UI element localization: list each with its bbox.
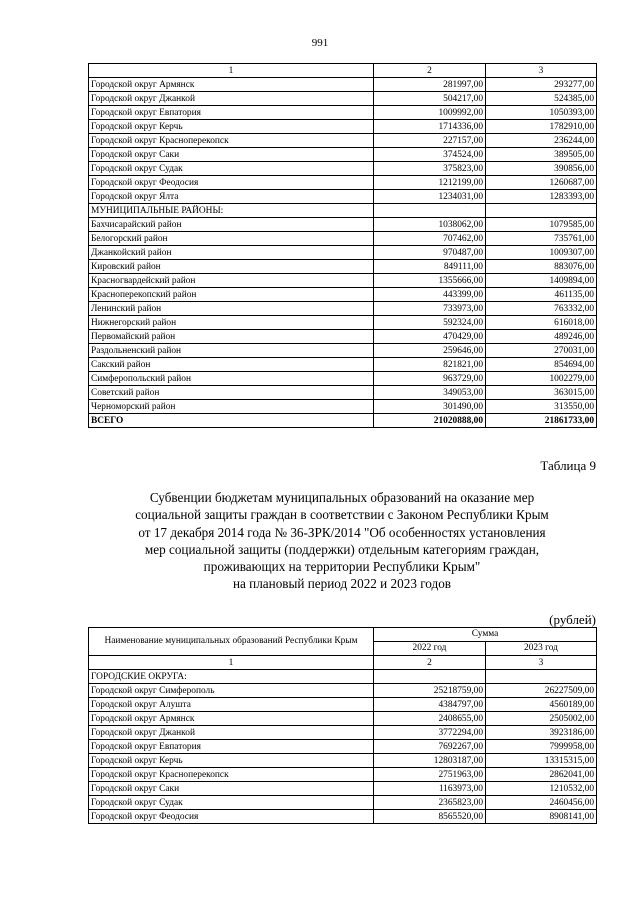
row-name-cell: Городской округ Саки xyxy=(89,148,374,162)
value-2023-cell: 7999958,00 xyxy=(486,740,597,754)
value-2023-cell: 461135,00 xyxy=(486,288,597,302)
title-line: Субвенции бюджетам муниципальных образований на оказание мер xyxy=(149,490,535,505)
value-2023-cell: 616018,00 xyxy=(486,316,597,330)
table-row xyxy=(89,726,597,740)
value-2023-cell: 390856,00 xyxy=(486,162,597,176)
value-2022-cell: 1038062,00 xyxy=(374,218,486,232)
title-line: на плановый период 2022 и 2023 годов xyxy=(232,576,452,592)
value-2022-cell xyxy=(374,204,486,218)
value-2022-cell: 849111,00 xyxy=(374,260,486,274)
value-2022-cell: 970487,00 xyxy=(374,246,486,260)
value-2023-cell xyxy=(486,670,597,684)
value-2023-cell: 389505,00 xyxy=(486,148,597,162)
value-2022-cell: 301490,00 xyxy=(374,400,486,414)
table-row xyxy=(89,400,597,414)
row-name-cell: Городской округ Симферополь xyxy=(89,684,374,698)
row-name-cell: Раздольненский район xyxy=(89,344,374,358)
row-name-cell: Городской округ Судак xyxy=(89,162,374,176)
value-2022-cell: 349053,00 xyxy=(374,386,486,400)
value-2023-cell: 2460456,00 xyxy=(486,796,597,810)
value-2022-cell: 227157,00 xyxy=(374,134,486,148)
table-row xyxy=(89,92,597,106)
table-label: Таблица 9 xyxy=(540,458,596,473)
table-row xyxy=(89,740,597,754)
row-name-cell: Городской округ Ялта xyxy=(89,190,374,204)
table-row xyxy=(89,372,597,386)
value-2023-cell: 1009307,00 xyxy=(486,246,597,260)
value-2023-cell: 854694,00 xyxy=(486,358,597,372)
name-column-header: Наименование муниципальных образований Республики Крым xyxy=(89,628,374,656)
value-2022-cell: 25218759,00 xyxy=(374,684,486,698)
value-2023-cell xyxy=(486,204,597,218)
row-name-cell: Городской округ Джанкой xyxy=(89,726,374,740)
value-2023-cell: 3923186,00 xyxy=(486,726,597,740)
table-row xyxy=(89,698,597,712)
table-body xyxy=(89,656,597,824)
value-2023-cell: 4560189,00 xyxy=(486,698,597,712)
value-2023-cell: 1050393,00 xyxy=(486,106,597,120)
value-2023-cell: 883076,00 xyxy=(486,260,597,274)
table-row xyxy=(89,316,597,330)
table-row xyxy=(89,782,597,796)
value-2022-cell: 8565520,00 xyxy=(374,810,486,824)
value-2023-cell: 1260687,00 xyxy=(486,176,597,190)
column-number: 2 xyxy=(374,656,486,670)
table-row xyxy=(89,768,597,782)
row-name-cell: Красноперекопский район xyxy=(89,288,374,302)
value-2023-cell: 1210532,00 xyxy=(486,782,597,796)
value-2023-cell: 2862041,00 xyxy=(486,768,597,782)
column-number: 3 xyxy=(486,656,597,670)
row-name-cell: Городской округ Феодосия xyxy=(89,810,374,824)
table-row xyxy=(89,302,597,316)
value-2022-cell: 259646,00 xyxy=(374,344,486,358)
value-2023-cell: 524385,00 xyxy=(486,92,597,106)
table-row xyxy=(89,670,597,684)
total-row xyxy=(89,414,597,428)
row-name-cell: Ленинский район xyxy=(89,302,374,316)
value-2023-cell: 8908141,00 xyxy=(486,810,597,824)
year-2023-header: 2023 год xyxy=(486,642,597,656)
value-2023-cell: 1283393,00 xyxy=(486,190,597,204)
table-row xyxy=(89,288,597,302)
value-2022-cell: 2365823,00 xyxy=(374,796,486,810)
table-header xyxy=(89,628,597,656)
table-row xyxy=(89,78,597,92)
value-2022-cell: 7692267,00 xyxy=(374,740,486,754)
page-number: 991 xyxy=(311,37,329,49)
value-2022-cell: 707462,00 xyxy=(374,232,486,246)
column-number: 3 xyxy=(486,64,597,78)
table-row xyxy=(89,176,597,190)
table-row xyxy=(89,134,597,148)
value-2023-cell: 26227509,00 xyxy=(486,684,597,698)
title-line: мер социальной защиты (поддержки) отдельным категориям граждан, xyxy=(144,541,540,557)
value-2023-cell: 21861733,00 xyxy=(486,414,597,428)
value-2022-cell: 733973,00 xyxy=(374,302,486,316)
units-label: (рублей) xyxy=(549,612,596,627)
value-2022-cell: 592324,00 xyxy=(374,316,486,330)
value-2022-cell: 1212199,00 xyxy=(374,176,486,190)
table-row xyxy=(89,190,597,204)
value-2022-cell: 2751963,00 xyxy=(374,768,486,782)
row-name-cell: Черноморский район xyxy=(89,400,374,414)
table-row xyxy=(89,218,597,232)
value-2022-cell: 1355666,00 xyxy=(374,274,486,288)
row-name-cell: Городской округ Керчь xyxy=(89,120,374,134)
table-row xyxy=(89,358,597,372)
value-2022-cell: 21020888,00 xyxy=(374,414,486,428)
value-2023-cell: 313550,00 xyxy=(486,400,597,414)
row-name-cell: ГОРОДСКИЕ ОКРУГА: xyxy=(89,670,374,684)
row-name-cell: Городской округ Феодосия xyxy=(89,176,374,190)
subsidy-table-continued xyxy=(88,63,597,428)
value-2023-cell: 1079585,00 xyxy=(486,218,597,232)
value-2023-cell: 270031,00 xyxy=(486,344,597,358)
row-name-cell: Городской округ Красноперекопск xyxy=(89,768,374,782)
value-2023-cell: 1409894,00 xyxy=(486,274,597,288)
value-2022-cell: 443399,00 xyxy=(374,288,486,302)
row-name-cell: Городской округ Джанкой xyxy=(89,92,374,106)
table-row xyxy=(89,232,597,246)
row-name-cell: Кировский район xyxy=(89,260,374,274)
title-line: проживающих на территории Республики Крым" xyxy=(203,559,481,575)
value-2022-cell: 1009992,00 xyxy=(374,106,486,120)
table-row xyxy=(89,204,597,218)
column-number: 1 xyxy=(89,656,374,670)
table-row xyxy=(89,386,597,400)
value-2022-cell: 281997,00 xyxy=(374,78,486,92)
header-row xyxy=(89,628,597,642)
row-name-cell: Городской округ Керчь xyxy=(89,754,374,768)
value-2022-cell: 963729,00 xyxy=(374,372,486,386)
table-row xyxy=(89,148,597,162)
row-name-cell: Городской округ Армянск xyxy=(89,712,374,726)
column-number: 2 xyxy=(374,64,486,78)
table-row xyxy=(89,754,597,768)
row-name-cell: Городской округ Евпатория xyxy=(89,106,374,120)
row-name-cell: Первомайский район xyxy=(89,330,374,344)
value-2022-cell: 2408655,00 xyxy=(374,712,486,726)
column-number-row xyxy=(89,64,597,78)
row-name-cell: Городской округ Судак xyxy=(89,796,374,810)
row-name-cell: Городской округ Саки xyxy=(89,782,374,796)
value-2022-cell: 821821,00 xyxy=(374,358,486,372)
value-2023-cell: 363015,00 xyxy=(486,386,597,400)
table-row xyxy=(89,120,597,134)
row-name-cell: Нижнегорский район xyxy=(89,316,374,330)
row-name-cell: Бахчисарайский район xyxy=(89,218,374,232)
value-2022-cell: 504217,00 xyxy=(374,92,486,106)
subsidy-table-9 xyxy=(88,627,597,824)
value-2022-cell: 1163973,00 xyxy=(374,782,486,796)
table-row xyxy=(89,344,597,358)
value-2022-cell: 470429,00 xyxy=(374,330,486,344)
value-2023-cell: 735761,00 xyxy=(486,232,597,246)
value-2023-cell: 236244,00 xyxy=(486,134,597,148)
row-name-cell: Симферопольский район xyxy=(89,372,374,386)
row-name-cell: Советский район xyxy=(89,386,374,400)
value-2022-cell: 375823,00 xyxy=(374,162,486,176)
row-name-cell: Сакский район xyxy=(89,358,374,372)
value-2022-cell: 374524,00 xyxy=(374,148,486,162)
value-2022-cell: 1714336,00 xyxy=(374,120,486,134)
row-name-cell: Джанкойский район xyxy=(89,246,374,260)
table-title xyxy=(88,489,596,593)
table-row xyxy=(89,796,597,810)
value-2022-cell: 1234031,00 xyxy=(374,190,486,204)
value-2023-cell: 13315315,00 xyxy=(486,754,597,768)
value-2022-cell: 4384797,00 xyxy=(374,698,486,712)
title-line: социальной защиты граждан в соответствии с Законом Республики Крым xyxy=(135,507,549,523)
table-row xyxy=(89,162,597,176)
year-2022-header: 2022 год xyxy=(374,642,486,656)
value-2023-cell: 2505002,00 xyxy=(486,712,597,726)
table-row xyxy=(89,712,597,726)
table-row xyxy=(89,810,597,824)
row-name-cell: Красногвардейский район xyxy=(89,274,374,288)
table-row xyxy=(89,246,597,260)
table-row xyxy=(89,106,597,120)
table-body xyxy=(89,64,597,428)
value-2022-cell xyxy=(374,670,486,684)
table-row xyxy=(89,260,597,274)
value-2023-cell: 1782910,00 xyxy=(486,120,597,134)
value-2023-cell: 1002279,00 xyxy=(486,372,597,386)
value-2022-cell: 3772294,00 xyxy=(374,726,486,740)
value-2022-cell: 12803187,00 xyxy=(374,754,486,768)
row-name-cell: Городской округ Евпатория xyxy=(89,740,374,754)
row-name-cell: ВСЕГО xyxy=(89,414,374,428)
row-name-cell: Городской округ Красноперекопск xyxy=(89,134,374,148)
table-row xyxy=(89,684,597,698)
value-2023-cell: 489246,00 xyxy=(486,330,597,344)
column-number-row xyxy=(89,656,597,670)
row-name-cell: Белогорский район xyxy=(89,232,374,246)
value-2023-cell: 293277,00 xyxy=(486,78,597,92)
row-name-cell: Городской округ Армянск xyxy=(89,78,374,92)
value-2023-cell: 763332,00 xyxy=(486,302,597,316)
column-number: 1 xyxy=(89,64,374,78)
table-row xyxy=(89,330,597,344)
row-name-cell: Городской округ Алушта xyxy=(89,698,374,712)
sum-column-header: Сумма xyxy=(374,628,597,642)
table-row xyxy=(89,274,597,288)
title-line: от 17 декабря 2014 года № 36-ЗРК/2014 "Об особенностях установления xyxy=(138,524,546,540)
row-name-cell: МУНИЦИПАЛЬНЫЕ РАЙОНЫ: xyxy=(89,204,374,218)
